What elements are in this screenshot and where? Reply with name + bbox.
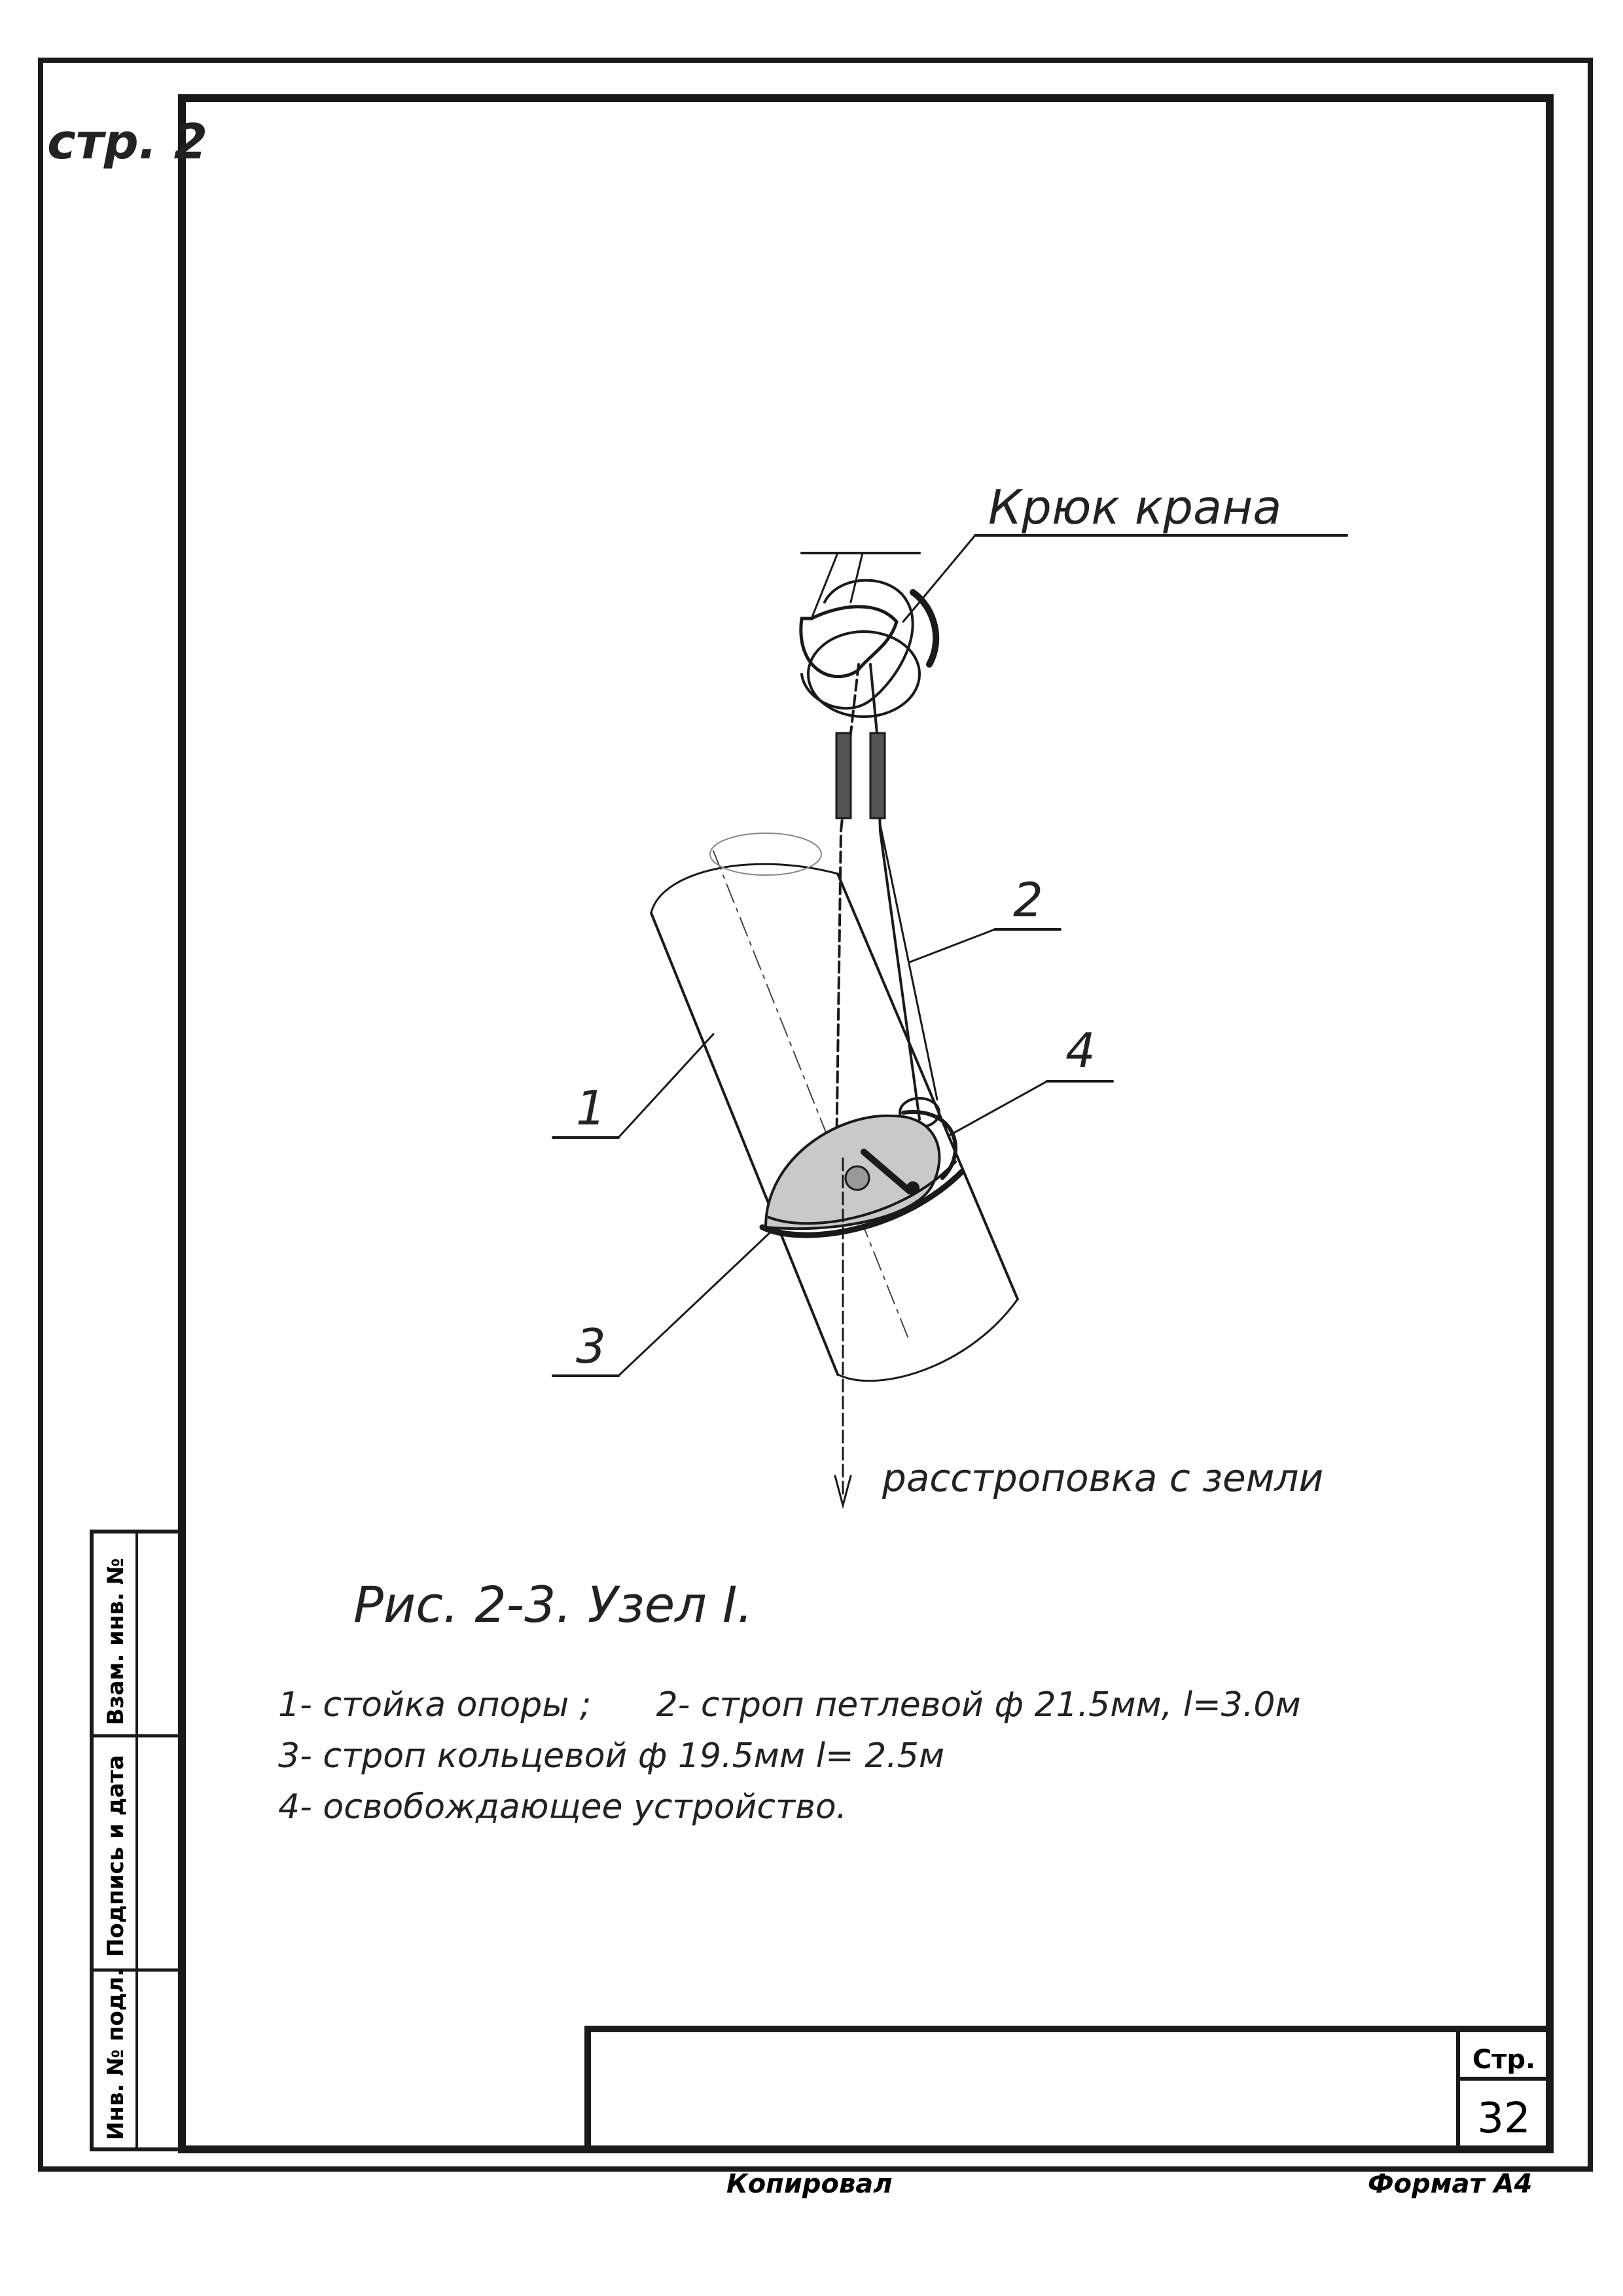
outer-frame	[41, 60, 1590, 2169]
figure-caption	[278, 1575, 1301, 1827]
copied-label: Копировал	[726, 2169, 893, 2199]
rigging-diagram	[553, 480, 1347, 1505]
side-stamp	[92, 1532, 182, 2149]
callout-crane-hook: Крюк крана	[988, 480, 1282, 535]
support-post	[651, 833, 1018, 1381]
page-number-label: Стр.	[1472, 2045, 1536, 2075]
callout-number-4: 4	[1065, 1023, 1096, 1078]
side-stamp-inv-original: Инв. № подл.	[103, 1967, 129, 2140]
ground-release-label: расстроповка с земли	[882, 1456, 1324, 1500]
legend-line-1: 1- стойка опоры ; 2- строп петлевой ф 21.5мм, l=3.0м	[278, 1685, 1301, 1725]
side-stamp-inv-replacement: Взам. инв. №	[103, 1558, 129, 1725]
callout-number-3: 3	[576, 1319, 606, 1374]
callout-number-2: 2	[1013, 872, 1043, 927]
page-number: 32	[1477, 2094, 1531, 2143]
title-block-box	[588, 2029, 1550, 2149]
callout-number-1: 1	[576, 1081, 606, 1136]
side-stamp-signature-date: Подпись и дата	[103, 1755, 129, 1957]
title-block	[588, 2029, 1550, 2149]
crane-hook	[801, 553, 936, 717]
loop-sling	[836, 664, 939, 1158]
format-label: Формат А4	[1368, 2169, 1533, 2199]
corner-note: стр. 2	[47, 114, 208, 170]
legend-line-3: 4- освобождающее устройство.	[278, 1787, 847, 1827]
legend-line-2: 3- строп кольцевой ф 19.5мм l= 2.5м	[278, 1736, 945, 1776]
callout-leaders	[553, 535, 1347, 1376]
figure-title: Рис. 2-3. Узел I.	[353, 1575, 753, 1634]
